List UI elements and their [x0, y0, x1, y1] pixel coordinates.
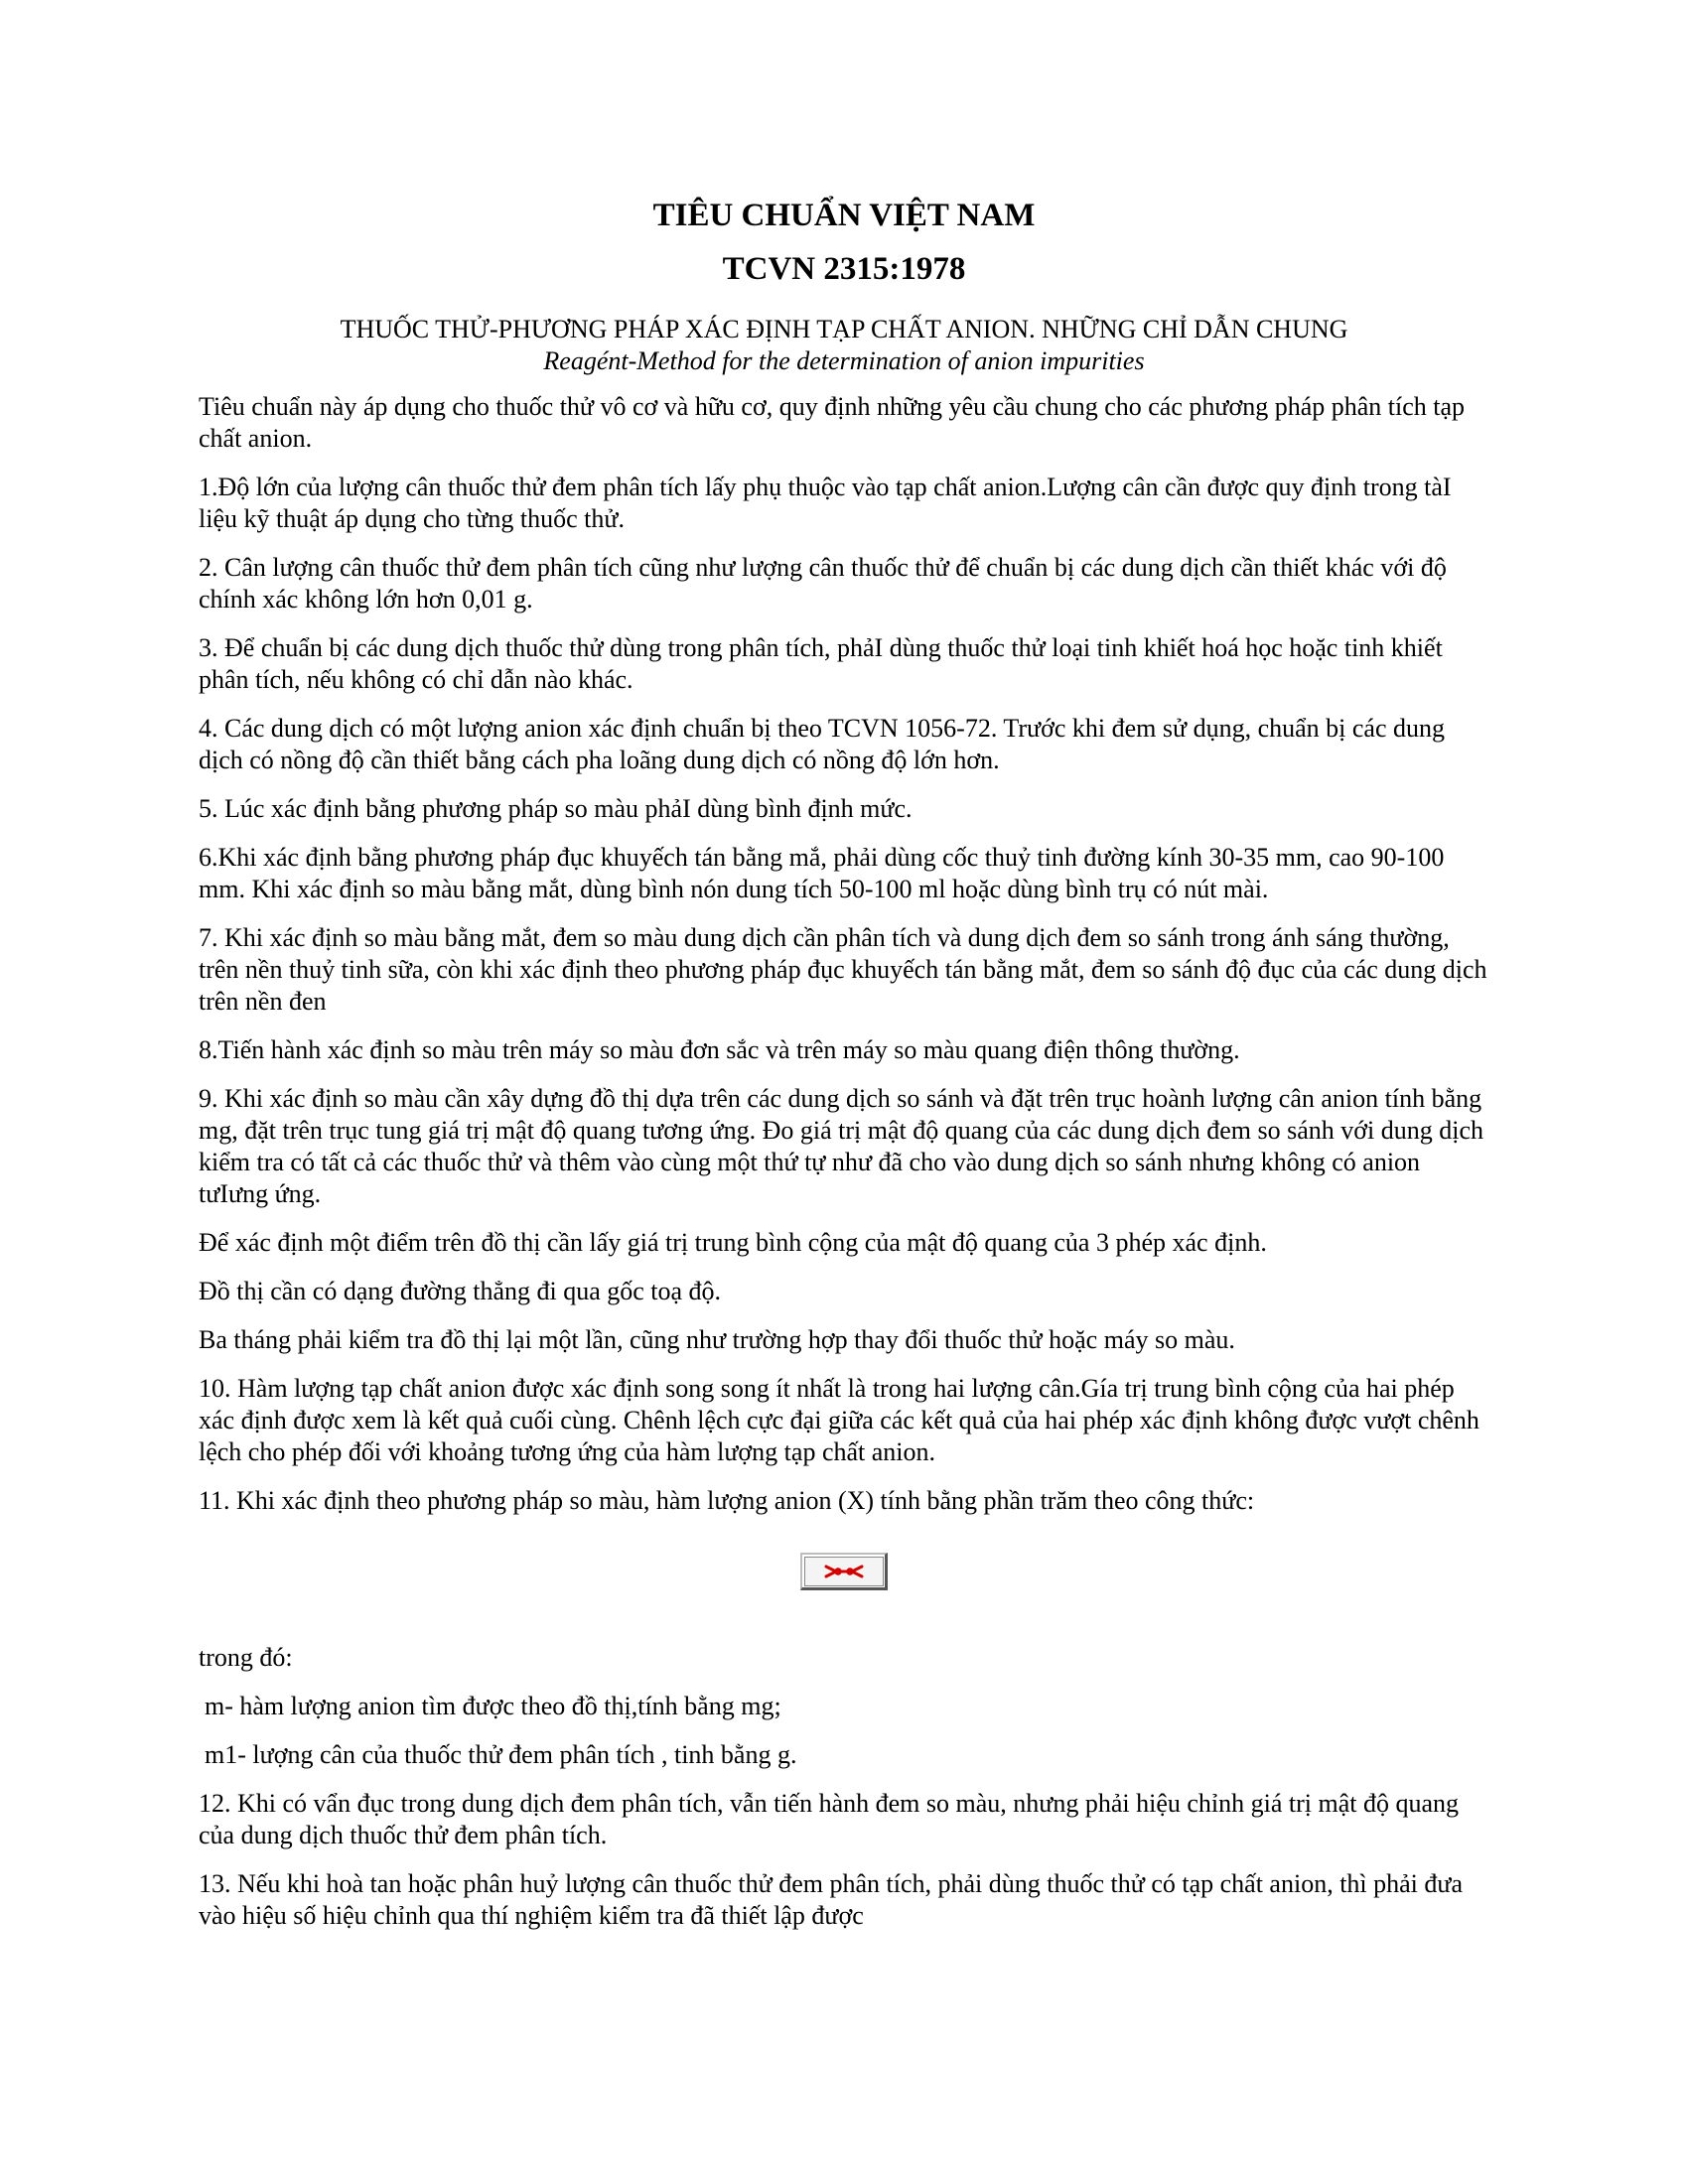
where-label: trong đó: — [199, 1643, 293, 1672]
paragraph-6: 6.Khi xác định bằng phương pháp đục khuyếch tán bằng mắ, phải dùng cốc thuỷ tinh đường kính 30-35 mm, cao 90-100 mm. Khi xác định so màu bằng mắt, dùng bình nón dung tích 50-100 ml hoặc dùng bình trụ có nút mài. — [199, 843, 1445, 903]
paragraph-2: 2. Cân lượng cân thuốc thử đem phân tích cũng như lượng cân thuốc thử để chuẩn bị các dung dịch cần thiết khác với độ chính xác không lớn hơn 0,01 g. — [199, 553, 1447, 614]
paragraph-1: 1.Độ lớn của lượng cân thuốc thử đem phân tích lấy phụ thuộc vào tạp chất anion.Lượng cân cần được quy định trong tàI liệu kỹ thuật áp dụng cho từng thuốc thử. — [199, 473, 1452, 533]
broken-image-icon — [804, 1557, 884, 1586]
broken-image-glyph — [822, 1563, 866, 1580]
document-title: TIÊU CHUẨN VIỆT NAM — [652, 198, 1036, 233]
definition-m: m- hàm lượng anion tìm được theo đồ thị,tính bằng mg; — [205, 1692, 781, 1720]
paragraph-3: 3. Để chuẩn bị các dung dịch thuốc thử dùng trong phân tích, phảI dùng thuốc thử loại tinh khiết hoá học hoặc tinh khiết phân tích, nếu không có chỉ dẫn nào khác. — [199, 633, 1443, 694]
paragraph-4: 4. Các dung dịch có một lượng anion xác định chuẩn bị theo TCVN 1056-72. Trước khi đem sử dụng, chuẩn bị các dung dịch có nồng độ cần thiết bằng cách pha loãng dung dịch có nồng độ lớn hơn. — [199, 714, 1445, 774]
document-page — [199, 195, 1489, 1949]
paragraph-9-line: Đồ thị cần có dạng đường thẳng đi qua gốc toạ độ. — [199, 1277, 722, 1305]
subtitle-english: Reagént-Method for the determination of anion impurities — [543, 346, 1145, 375]
standard-code: TCVN 2315:1978 — [722, 251, 966, 287]
paragraph-9-check: Ba tháng phải kiểm tra đồ thị lại một lần, cũng như trường hợp thay đổi thuốc thử hoặc máy so màu. — [199, 1325, 1235, 1354]
paragraph-13: 13. Nếu khi hoà tan hoặc phân huỷ lượng cân thuốc thử đem phân tích, phải dùng thuốc thử có tạp chất anion, thì phải đưa vào hiệu số hiệu chỉnh qua thí nghiệm kiểm tra đã thiết lập được — [199, 1869, 1464, 1930]
formula-container — [199, 1553, 1489, 1590]
paragraph-7: 7. Khi xác định so màu bằng mắt, đem so màu dung dịch cần phân tích và dung dịch đem so sánh trong ánh sáng thường, trên nền thuỷ tinh sữa, còn khi xác định theo phương pháp đục khuyếch tán bằng mắt, đem so sánh độ đục của các dung dịch trên nền đen — [199, 923, 1487, 1016]
intro-paragraph: Tiêu chuẩn này áp dụng cho thuốc thử vô cơ và hữu cơ, quy định những yêu cầu chung cho các phương pháp phân tích tạp chất anion. — [199, 392, 1466, 453]
formula-image — [800, 1553, 888, 1590]
definition-m1: m1- lượng cân của thuốc thử đem phân tích , tinh bằng g. — [205, 1740, 797, 1769]
paragraph-9-point: Để xác định một điểm trên đồ thị cần lấy giá trị trung bình cộng của mật độ quang của 3 phép xác định. — [199, 1228, 1267, 1257]
paragraph-12: 12. Khi có vẩn đục trong dung dịch đem phân tích, vẫn tiến hành đem so màu, nhưng phải hiệu chỉnh giá trị mật độ quang của dung dịch thuốc thử đem phân tích. — [199, 1789, 1460, 1849]
paragraph-8: 8.Tiến hành xác định so màu trên máy so màu đơn sắc và trên máy so màu quang điện thông thường. — [199, 1035, 1240, 1064]
paragraph-5: 5. Lúc xác định bằng phương pháp so màu phảI dùng bình định mức. — [199, 794, 913, 823]
paragraph-9: 9. Khi xác định so màu cần xây dựng đồ thị dựa trên các dung dịch so sánh và đặt trên trục hoành lượng cân anion tính bằng mg, đặt trên trục tung giá trị mật độ quang tương ứng. Đo giá trị mật độ quang của các dung dịch đem so sánh với dung dịch kiểm tra có tất cả các thuốc thử và thêm vào cùng một thứ tự như đã cho vào dung dịch so sánh nhưng không có anion tưIưng ứng. — [199, 1084, 1484, 1208]
subtitle-vietnamese: THUỐC THỬ-PHƯƠNG PHÁP XÁC ĐỊNH TẠP CHẤT ANION. NHỮNG CHỈ DẪN CHUNG — [340, 315, 1348, 343]
paragraph-10: 10. Hàm lượng tạp chất anion được xác định song song ít nhất là trong hai lượng cân.Gía trị trung bình cộng của hai phép xác định được xem là kết quả cuối cùng. Chênh lệch cực đại giữa các kết quả của hai phép xác định không được vượt chênh lệch cho phép đối với khoảng tương ứng của hàm lượng tạp chất anion. — [199, 1374, 1479, 1466]
paragraph-11: 11. Khi xác định theo phương pháp so màu, hàm lượng anion (X) tính bằng phần trăm theo công thức: — [199, 1486, 1255, 1515]
